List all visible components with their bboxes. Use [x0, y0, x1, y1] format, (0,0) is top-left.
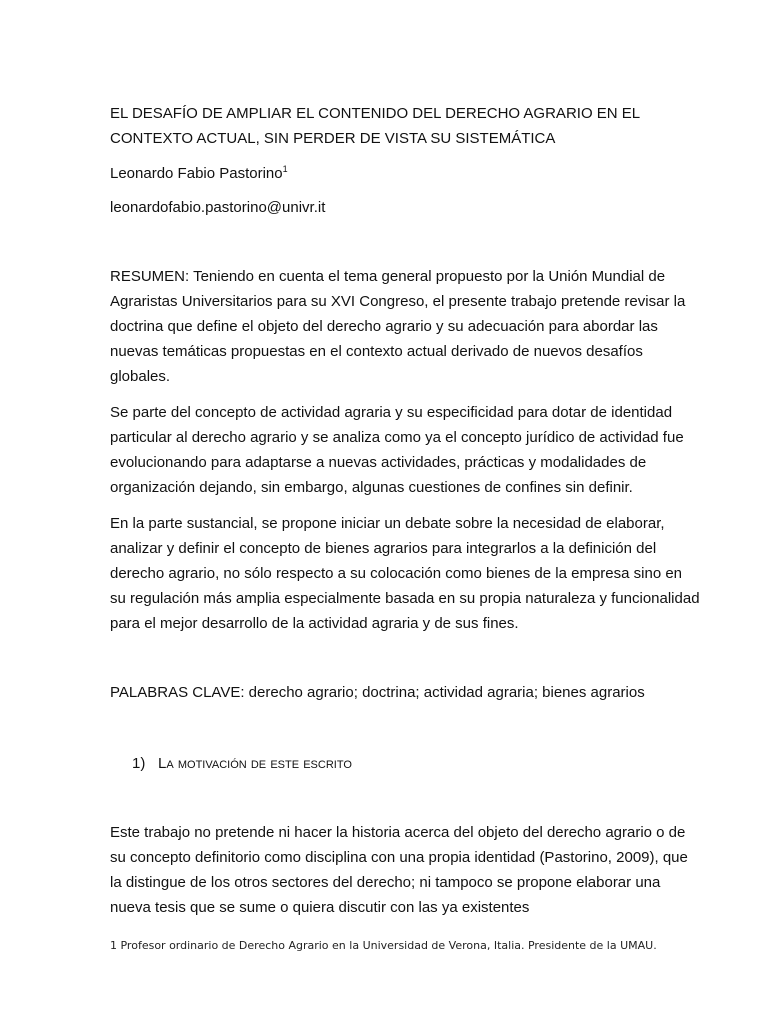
footnote: 1 Profesor ordinario de Derecho Agrario en la Universidad de Verona, Italia. Presidente de la UMAU. — [110, 939, 657, 952]
keywords: PALABRAS CLAVE: derecho agrario; doctrina; actividad agraria; bienes agrarios — [110, 684, 645, 701]
paper-title: EL DESAFÍO DE AMPLIAR EL CONTENIDO DEL DERECHO AGRARIO EN EL CONTEXTO ACTUAL, SIN PERDER DE VISTA SU SISTEMÁTICA — [110, 105, 640, 147]
body-paragraph: Este trabajo no pretende ni hacer la historia acerca del objeto del derecho agrario o de su concepto definitorio como disciplina con una propia identidad (Pastorino, 2009), que la distingue de los otros sectores del derecho; ni tampoco se propone elaborar una nueva tesis que se sume o quiera discutir con las ya existentes — [110, 824, 688, 916]
footnote-mark: 1 — [282, 164, 288, 174]
section-number: 1) — [132, 755, 146, 772]
section-heading — [132, 751, 352, 776]
section-title: La motivación de este escrito — [158, 755, 352, 772]
author-line — [110, 161, 288, 186]
abstract-paragraph-1: RESUMEN: Teniendo en cuenta el tema general propuesto por la Unión Mundial de Agraristas Universitarios para su XVI Congreso, el presente trabajo pretende revisar la doctrina que define el objeto del derecho agrario y su adecuación para abordar las nuevas temáticas propuestas en el contexto actual derivado de nuevos desafíos globales. — [110, 268, 686, 385]
abstract-paragraph-3: En la parte sustancial, se propone iniciar un debate sobre la necesidad de elaborar, analizar y definir el concepto de bienes agrarios para integrarlos a la definición del derecho agrario, no sólo respecto a su colocación como bienes de la empresa sino en su regulación más amplia especialmente basada en su propia naturaleza y funcionalidad para el mejor desarrollo de la actividad agraria y de sus fines. — [110, 515, 700, 632]
author-email: leonardofabio.pastorino@univr.it — [110, 199, 326, 216]
author-name: Leonardo Fabio Pastorino — [110, 165, 283, 182]
abstract-paragraph-2: Se parte del concepto de actividad agraria y su especificidad para dotar de identidad particular al derecho agrario y se analiza como ya el concepto jurídico de actividad fue evolucionando para adaptarse a nuevas actividades, prácticas y modalidades de organización dejando, sin embargo, algunas cuestiones de confines sin definir. — [110, 404, 684, 496]
